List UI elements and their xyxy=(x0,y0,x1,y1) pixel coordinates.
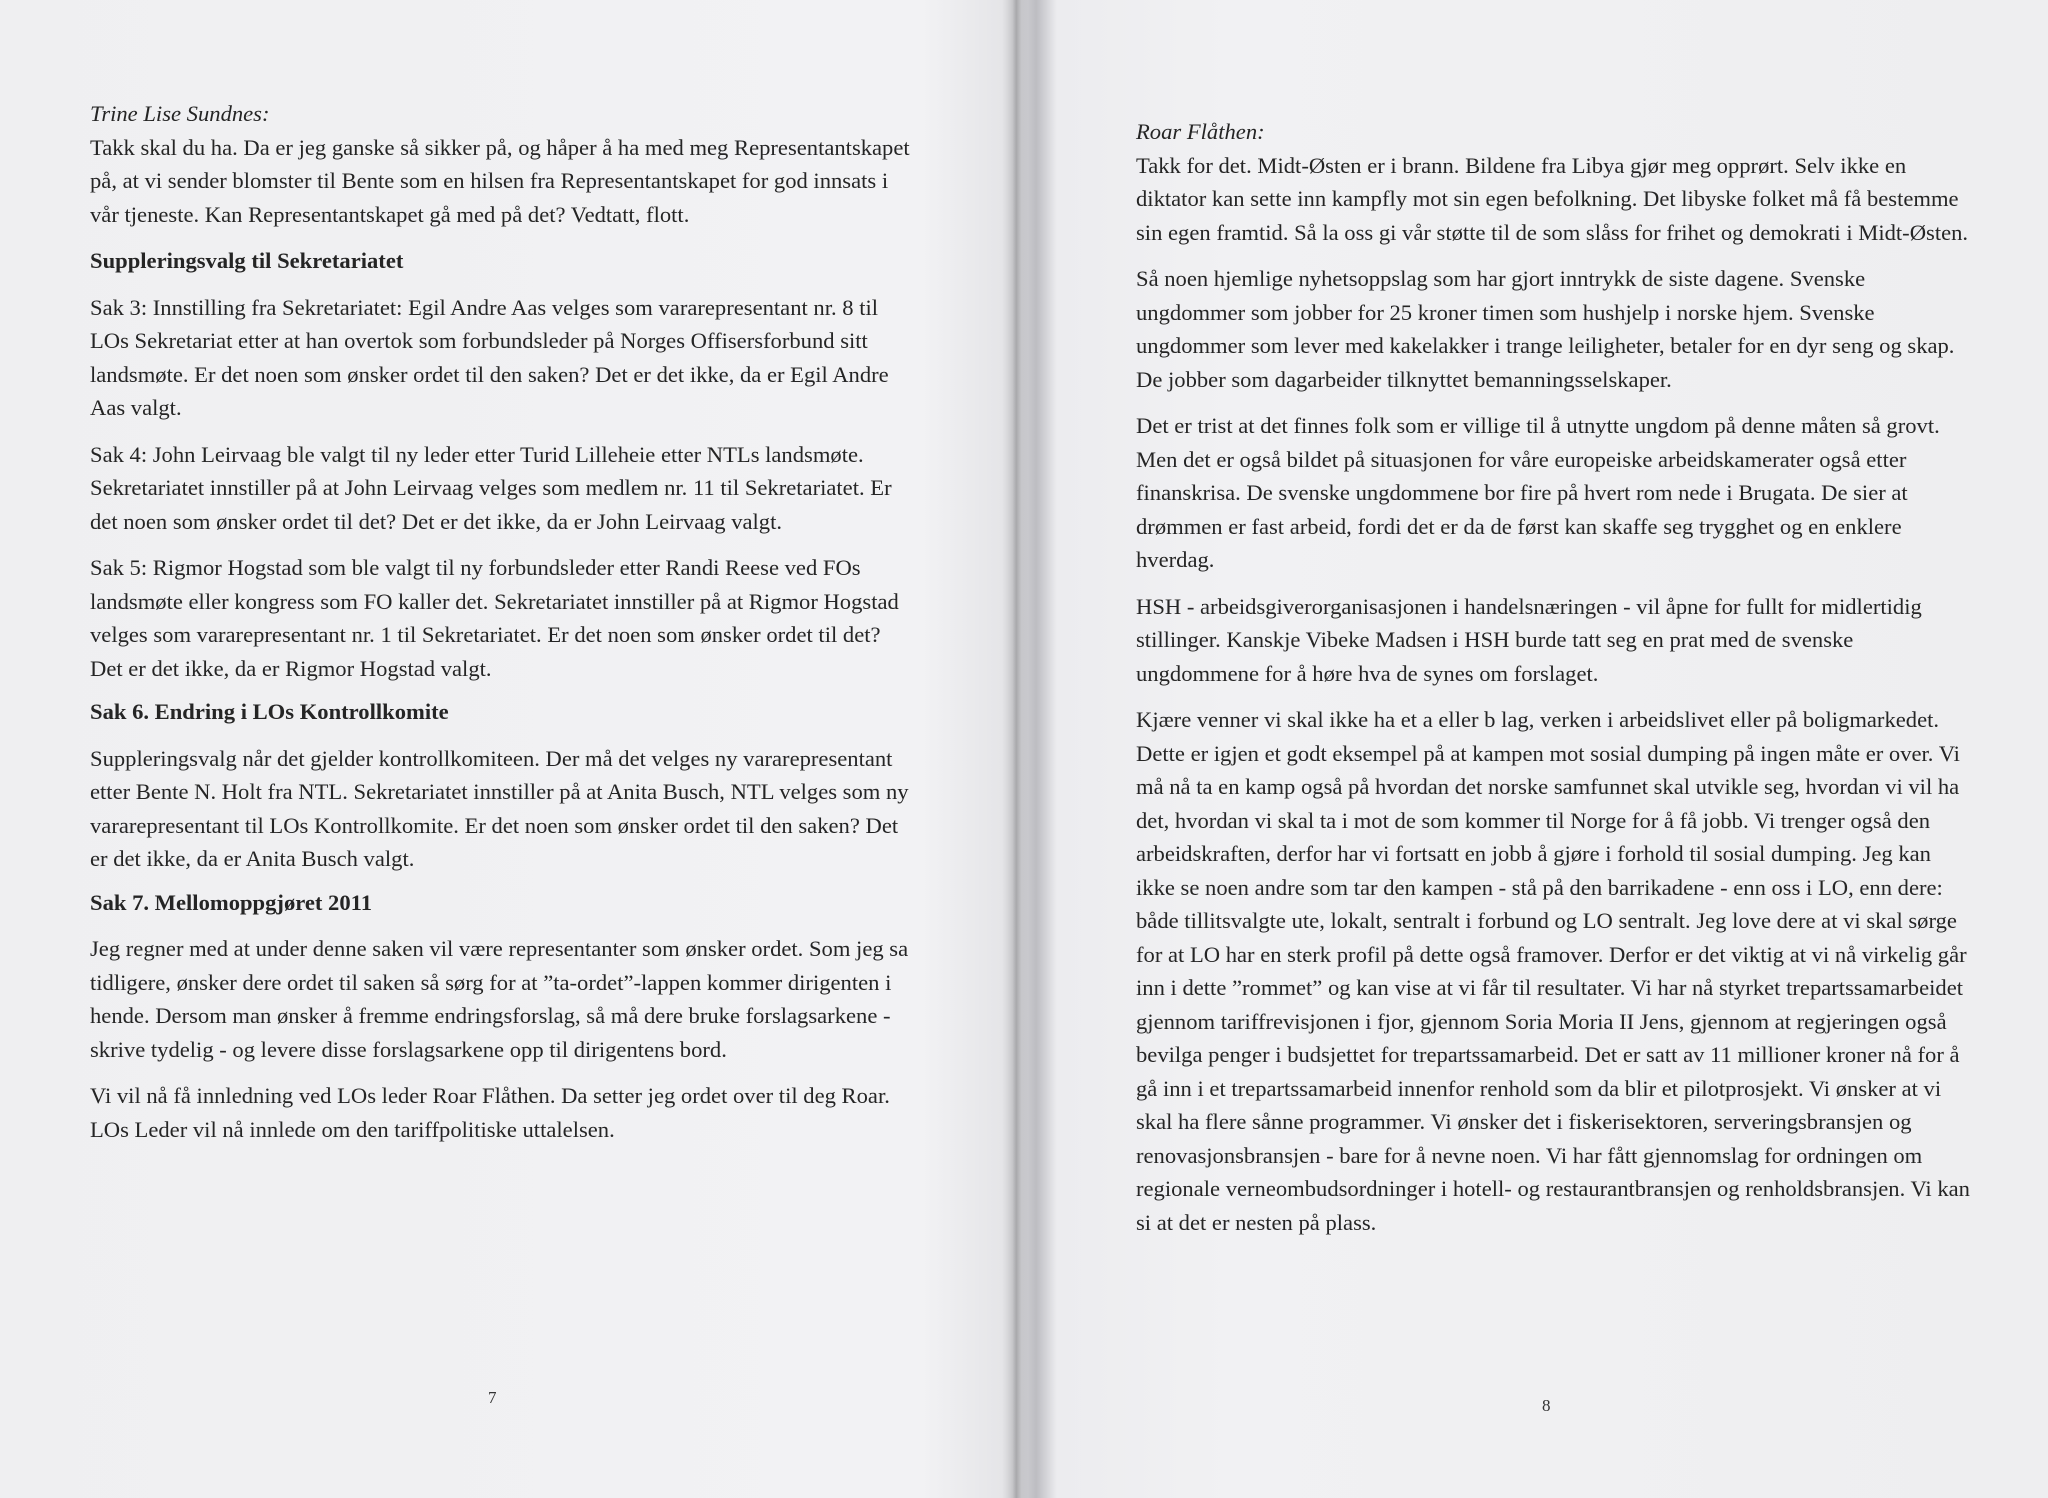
paragraph-sak4: Sak 4: John Leirvaag ble valgt til ny leder etter Turid Lilleheie etter NTLs landsmøte. Sekretariatet innstiller på at John Leirvaag velges som medlem nr. 11 til Sekretariatet. Er det noen som ønsker ordet til det? Det er det ikke, da er John Leirvaag valgt. xyxy=(90,441,892,534)
paragraph-sak3: Sak 3: Innstilling fra Sekretariatet: Egil Andre Aas velges som vararepresentant nr. 8 til LOs Sekretariat etter at han overtok som forbundsleder på Norges Offisersforbund sitt landsmøte. Er det noen som ønsker ordet til den saken? Det er det ikke, da er Egil Andre Aas valgt. xyxy=(90,294,889,420)
left-page xyxy=(0,0,1010,1498)
speaker-name: Roar Flåthen: xyxy=(1136,119,1265,144)
page-number-right: 8 xyxy=(1542,1396,1551,1415)
paragraph-sak7-2: Vi vil nå få innledning ved LOs leder Roar Flåthen. Da setter jeg ordet over til deg Roar. LOs Leder vil nå innlede om den tariffpolitiske uttalelsen. xyxy=(90,1083,890,1142)
paragraph-2: Så noen hjemlige nyhetsoppslag som har gjort inntrykk de siste dagene. Svenske ungdommer som jobber for 25 kroner timen som hushjelp i norske hjem. Svenske ungdommer som lever med kakelakker i trange leiligheter, betaler for en dyr seng og skap. De jobber som dagarbeider tilknyttet bemanningsselskaper. xyxy=(1136,266,1955,392)
left-page-text xyxy=(90,97,918,1159)
speaker-name: Trine Lise Sundnes: xyxy=(90,101,270,126)
paragraph-intro: Takk skal du ha. Da er jeg ganske så sikker på, og håper å ha med meg Representantskapet på, at vi sender blomster til Bente som en hilsen fra Representantskapet for god innsats i vår tjeneste. Kan Representantskapet gå med på det? Vedtatt, flott. xyxy=(90,134,910,227)
section-heading-sak7: Sak 7. Mellomoppgjøret 2011 xyxy=(90,889,373,915)
right-page-text xyxy=(1136,115,1971,1252)
section-heading-suppleringsvalg: Suppleringsvalg til Sekretariatet xyxy=(90,248,404,273)
page-number-left: 7 xyxy=(488,1388,497,1407)
paragraph-3: Det er trist at det finnes folk som er villige til å utnytte ungdom på denne måten så grovt. Men det er også bildet på situasjonen for våre europeiske arbeidskamerater også etter finanskrisa. De svenske ungdommene bor fire på hvert rom nede i Brugata. De sier at drømmen er fast arbeid, fordi det er da de først kan skaffe seg trygghet og en enklere hverdag. xyxy=(1136,413,1940,572)
paragraph-1: Takk for det. Midt-Østen er i brann. Bildene fra Libya gjør meg opprørt. Selv ikke en diktator kan sette inn kampfly mot sin egen befolkning. Det libyske folket må få bestemme sin egen framtid. Så la oss gi vår støtte til de som slåss for frihet og demokrati i Midt-Østen. xyxy=(1136,152,1969,245)
paragraph-sak6: Suppleringsvalg når det gjelder kontrollkomiteen. Der må det velges ny vararepresentant etter Bente N. Holt fra NTL. Sekretariatet innstiller på at Anita Busch, NTL velges som ny vararepresentant til LOs Kontrollkomite. Er det noen som ønsker ordet til den saken? Det er det ikke, da er Anita Busch valgt. xyxy=(90,745,909,871)
paragraph-4: HSH - arbeidsgiverorganisasjonen i handelsnæringen - vil åpne for fullt for midlertidig stillinger. Kanskje Vibeke Madsen i HSH burde tatt seg en prat med de svenske ungdommene for å høre hva de synes om forslaget. xyxy=(1136,593,1922,686)
paragraph-sak5: Sak 5: Rigmor Hogstad som ble valgt til ny forbundsleder etter Randi Reese ved FOs landsmøte eller kongress som FO kaller det. Sekretariatet innstiller på at Rigmor Hogstad velges som vararepresentant nr. 1 til Sekretariatet. Er det noen som ønsker ordet til det? Det er det ikke, da er Rigmor Hogstad valgt. xyxy=(90,555,899,681)
paragraph-sak7-1: Jeg regner med at under denne saken vil være representanter som ønsker ordet. Som jeg sa tidligere, ønsker dere ordet til saken så sørg for at ”ta-ordet”-lappen kommer dirigenten i hende. Dersom man ønsker å fremme endringsforslag, så må dere bruke forslagsarkene - skrive tydelig - og levere disse forslagsarkene opp til dirigentens bord. xyxy=(90,936,909,1062)
right-page xyxy=(1016,0,2048,1498)
section-heading-sak6: Sak 6. Endring i LOs Kontrollkomite xyxy=(90,699,449,724)
paragraph-5: Kjære venner vi skal ikke ha et a eller b lag, verken i arbeidslivet eller på boligmarkedet. Dette er igjen et godt eksempel på at kampen mot sosial dumping på ingen måte er over. Vi må nå ta en kamp også på hvordan det norske samfunnet skal utvikle seg, hvordan vi vil ha det, hvordan vi skal ta i mot de som kommer til Norge for å få jobb. Vi trenger også den arbeidskraften, derfor har vi fortsatt en jobb å gjøre i forhold til sosial dumping. Jeg kan ikke se noen andre som tar den kampen - stå på den barrikadene - enn oss i LO, enn dere: både tillitsvalgte ute, lokalt, sentralt i forbund og LO sentralt. Jeg love dere at vi skal sørge for at LO har en sterk profil på dette også framover. Derfor er det viktig at vi nå virkelig går inn i dette ”rommet” og kan vise at vi får til resultater. Vi har nå styrket trepartssamarbeidet gjennom tariffrevisjonen i fjor, gjennom Soria Moria II Jens, gjennom at regjeringen også bevilga penger i budsjettet for trepartssamarbeid. Det er satt av 11 millioner kroner nå for å gå inn i et trepartssamarbeid innenfor renhold som da blir et pilotprosjekt. Vi ønsker at vi skal ha flere sånne programmer. Vi ønsker det i fiskerisektoren, serveringsbransjen og renovasjonsbransjen - bare for å nevne noen. Vi har fått gjennomslag for ordningen om regionale verneombudsordninger i hotell- og restaurantbransjen og renholdsbransjen. Vi kan si at det er nesten på plass. xyxy=(1136,707,1970,1235)
